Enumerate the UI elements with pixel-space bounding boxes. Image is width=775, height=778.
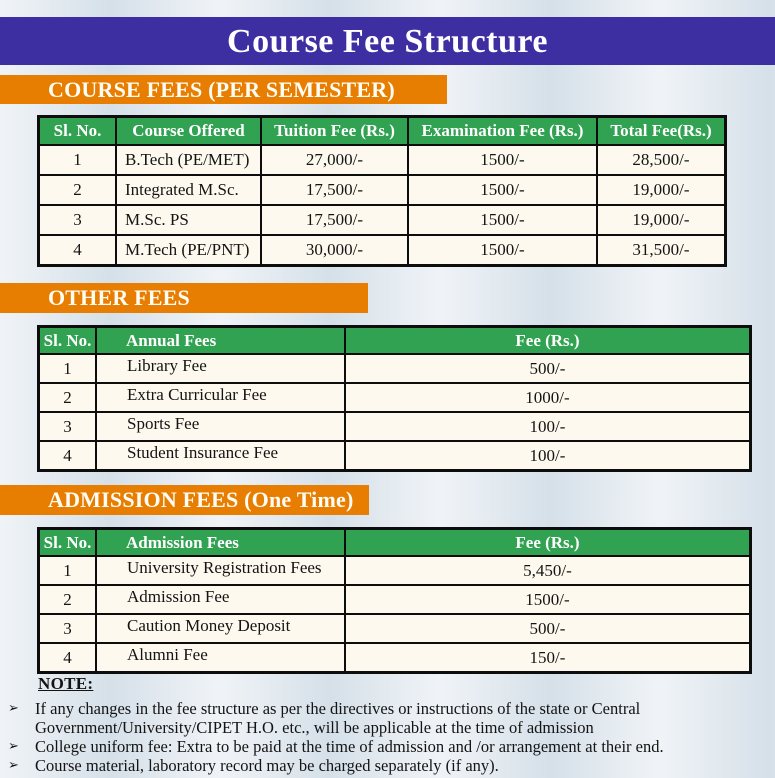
- note-item: [8, 737, 768, 756]
- header-cell-fee: Fee (Rs.): [345, 529, 751, 557]
- cell-exam: 1500/-: [408, 235, 597, 266]
- note-item: [8, 756, 768, 775]
- section-banner-other-fees: OTHER FEES: [0, 283, 368, 313]
- other-fees-table: [37, 325, 752, 472]
- cell-fee-amount: 100/-: [345, 441, 751, 471]
- table-row: [39, 145, 726, 175]
- cell-sl-no: 2: [39, 383, 97, 412]
- cell-fee-amount: 500/-: [345, 354, 751, 383]
- cell-fee-amount: 1000/-: [345, 383, 751, 412]
- header-cell-fee: Fee (Rs.): [345, 327, 751, 355]
- arrow-bullet-icon: ➢: [8, 701, 19, 716]
- cell-total: 28,500/-: [597, 145, 726, 175]
- arrow-bullet-icon: ➢: [8, 739, 19, 754]
- cell-sl-no: 3: [39, 412, 97, 441]
- table-row: [39, 412, 751, 441]
- cell-sl-no: 2: [39, 175, 117, 205]
- table-header-row: [39, 117, 726, 146]
- cell-exam: 1500/-: [408, 145, 597, 175]
- cell-fee-amount: 5,450/-: [345, 556, 751, 585]
- table-row: [39, 585, 751, 614]
- header-cell-sl-no: Sl. No.: [39, 529, 97, 557]
- header-cell-examination-fee: Examination Fee (Rs.): [408, 117, 597, 146]
- note-heading: NOTE:: [38, 674, 94, 693]
- table-row: [39, 354, 751, 383]
- cell-sl-no: 3: [39, 614, 97, 643]
- note-item: [8, 699, 768, 737]
- header-cell-annual-fees: Annual Fees: [96, 327, 345, 355]
- cell-fee-name: Extra Curricular Fee: [96, 383, 345, 412]
- page-title: Course Fee Structure: [0, 17, 775, 65]
- note-item-text: College uniform fee: Extra to be paid at the time of admission and /or arrangement at their end.: [35, 737, 664, 756]
- cell-exam: 1500/-: [408, 205, 597, 235]
- cell-fee-name: Caution Money Deposit: [96, 614, 345, 643]
- cell-sl-no: 1: [39, 556, 97, 585]
- cell-course: Integrated M.Sc.: [116, 175, 261, 205]
- table-header-row: [39, 327, 751, 355]
- cell-total: 19,000/-: [597, 205, 726, 235]
- table-row: [39, 175, 726, 205]
- section-banner-admission-fees: ADMISSION FEES (One Time): [0, 485, 369, 515]
- cell-fee-name: Student Insurance Fee: [96, 441, 345, 471]
- cell-sl-no: 1: [39, 354, 97, 383]
- cell-sl-no: 2: [39, 585, 97, 614]
- cell-fee-amount: 1500/-: [345, 585, 751, 614]
- cell-fee-amount: 500/-: [345, 614, 751, 643]
- table-row: [39, 441, 751, 471]
- course-fees-table: [37, 115, 727, 267]
- note-item-text: If any changes in the fee structure as per the directives or instructions of the state or Central Government/University/CIPET H.O. etc., will be applicable at the time of admission: [35, 699, 641, 737]
- cell-sl-no: 1: [39, 145, 117, 175]
- cell-fee-name: University Registration Fees: [96, 556, 345, 585]
- admission-fees-table: [37, 527, 752, 674]
- header-cell-admission-fees: Admission Fees: [96, 529, 345, 557]
- cell-total: 19,000/-: [597, 175, 726, 205]
- table-row: [39, 556, 751, 585]
- cell-tuition: 30,000/-: [261, 235, 408, 266]
- cell-fee-name: Alumni Fee: [96, 643, 345, 673]
- header-cell-total-fee: Total Fee(Rs.): [597, 117, 726, 146]
- cell-fee-name: Admission Fee: [96, 585, 345, 614]
- cell-tuition: 27,000/-: [261, 145, 408, 175]
- table-row: [39, 205, 726, 235]
- note-list: [8, 699, 768, 775]
- table-row: [39, 614, 751, 643]
- section-banner-course-fees: COURSE FEES (PER SEMESTER): [0, 75, 447, 104]
- cell-fee-name: Sports Fee: [96, 412, 345, 441]
- cell-sl-no: 4: [39, 441, 97, 471]
- cell-sl-no: 3: [39, 205, 117, 235]
- table-row: [39, 643, 751, 673]
- header-cell-sl-no: Sl. No.: [39, 117, 117, 146]
- cell-course: M.Tech (PE/PNT): [116, 235, 261, 266]
- header-cell-tuition-fee: Tuition Fee (Rs.): [261, 117, 408, 146]
- cell-total: 31,500/-: [597, 235, 726, 266]
- cell-fee-name: Library Fee: [96, 354, 345, 383]
- cell-sl-no: 4: [39, 235, 117, 266]
- cell-fee-amount: 100/-: [345, 412, 751, 441]
- table-row: [39, 235, 726, 266]
- cell-sl-no: 4: [39, 643, 97, 673]
- cell-tuition: 17,500/-: [261, 205, 408, 235]
- cell-course: M.Sc. PS: [116, 205, 261, 235]
- cell-course: B.Tech (PE/MET): [116, 145, 261, 175]
- table-header-row: [39, 529, 751, 557]
- header-cell-sl-no: Sl. No.: [39, 327, 97, 355]
- cell-tuition: 17,500/-: [261, 175, 408, 205]
- cell-fee-amount: 150/-: [345, 643, 751, 673]
- header-cell-course-offered: Course Offered: [116, 117, 261, 146]
- cell-exam: 1500/-: [408, 175, 597, 205]
- table-row: [39, 383, 751, 412]
- arrow-bullet-icon: ➢: [8, 758, 19, 773]
- note-item-text: Course material, laboratory record may be charged separately (if any).: [35, 756, 499, 775]
